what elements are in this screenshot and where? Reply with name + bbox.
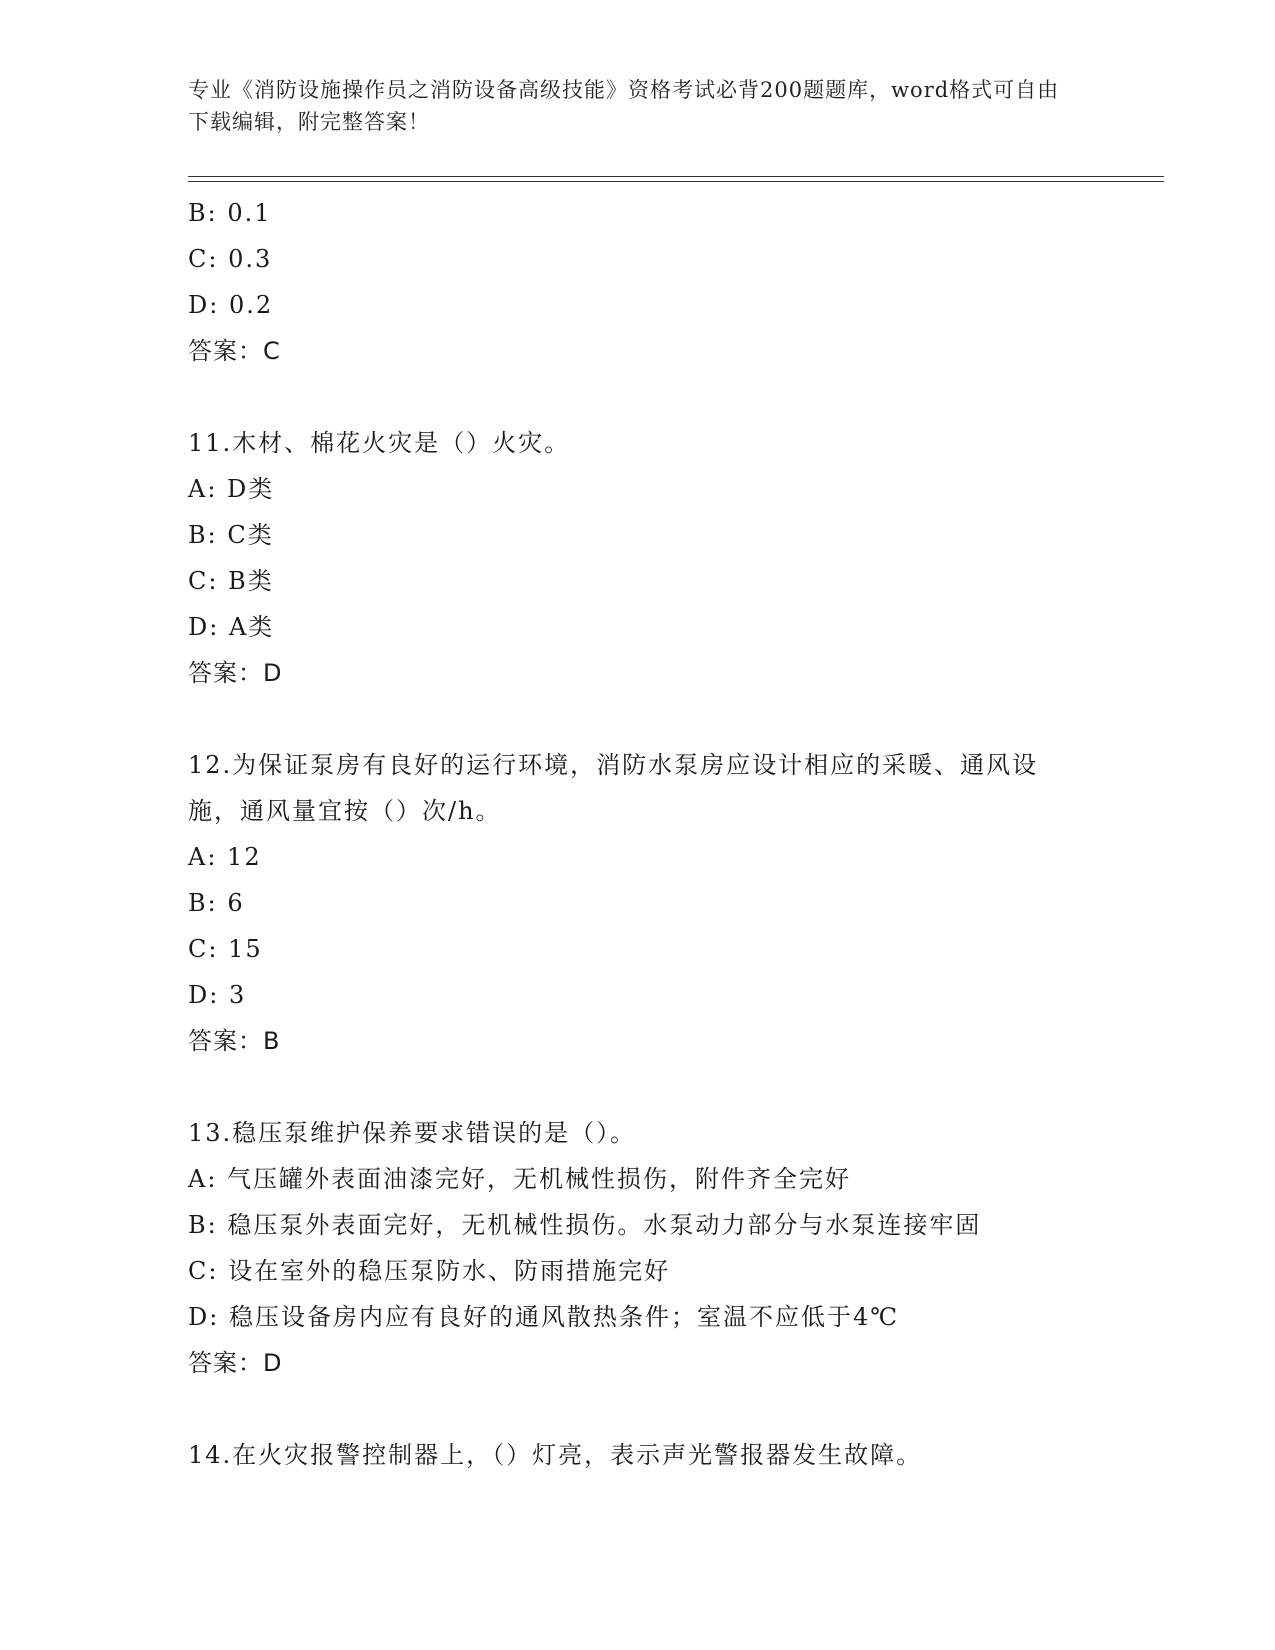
option-b: B: C类: [188, 521, 274, 549]
document-body: [188, 190, 1088, 1478]
option-b: B: 0.1: [188, 199, 272, 227]
answer: 答案：D: [188, 1349, 283, 1377]
question-10-tail: [188, 190, 1088, 374]
option-b: B: 稳压泵外表面完好，无机械性损伤。水泵动力部分与水泵连接牢固: [188, 1211, 982, 1239]
option-b: B: 6: [188, 889, 245, 917]
option-c: C: 0.3: [188, 245, 273, 273]
question-text: 11.木材、棉花火灾是（）火灾。: [188, 429, 571, 457]
option-d: D: 稳压设备房内应有良好的通风散热条件；室温不应低于4℃: [188, 1303, 900, 1331]
option-c: C: B类: [188, 567, 274, 595]
header-rule-bottom: [188, 181, 1164, 182]
question-text: 14.在火灾报警控制器上，（）灯亮，表示声光警报器发生故障。: [188, 1441, 923, 1469]
question-11: [188, 420, 1088, 696]
option-d: D: 3: [188, 981, 247, 1009]
option-d: D: 0.2: [188, 291, 274, 319]
answer: 答案：C: [188, 337, 281, 365]
option-c: C: 15: [188, 935, 263, 963]
answer: 答案：B: [188, 1027, 281, 1055]
question-13: [188, 1110, 1088, 1386]
header-rule-top: [188, 176, 1164, 177]
option-a: A: 气压罐外表面油漆完好，无机械性损伤，附件齐全完好: [188, 1165, 852, 1193]
question-text: 12.为保证泵房有良好的运行环境，消防水泵房应设计相应的采暖、通风设施，通风量宜按（）次/h。: [188, 751, 1039, 825]
option-c: C: 设在室外的稳压泵防水、防雨措施完好: [188, 1257, 671, 1285]
option-a: A: D类: [188, 475, 275, 503]
question-14: [188, 1432, 1088, 1478]
question-12: [188, 742, 1088, 1064]
document-header: 专业《消防设施操作员之消防设备高级技能》资格考试必背200题题库，word格式可自由下载编辑，附完整答案！: [188, 78, 1060, 134]
option-d: D: A类: [188, 613, 275, 641]
question-text: 13.稳压泵维护保养要求错误的是（）。: [188, 1119, 637, 1147]
answer: 答案：D: [188, 659, 283, 687]
option-a: A: 12: [188, 843, 262, 871]
